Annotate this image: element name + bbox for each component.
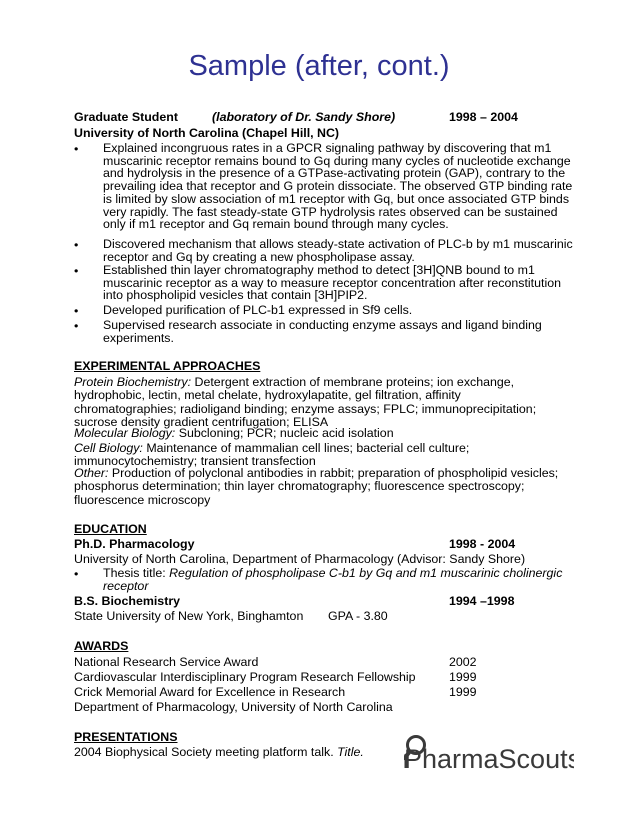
job-bullet-1: Explained incongruous rates in a GPCR signaling pathway by discovering that m1 muscarinic receptor remains bound to Gq during many cycles of nucleotide exchange and hydrolysis in the presence of a GTPase-activating protein (GAP), contrary to the prevailing idea that receptor and G protein dissociate. The observed GTP binding rate is limited by slow association of m1 receptor with Gq, but once associated GTP binds very rapidly. The fast steady-state GTP hydrolysis rates observed can be sustained only if m1 receptor and Gq remain bound through many cycles.: [103, 141, 573, 232]
bullet-icon: •: [74, 304, 79, 318]
approach-protein: [74, 376, 562, 430]
phd-school: University of North Carolina, Department of Pharmacology (Advisor: Sandy Shore): [74, 552, 526, 566]
logo-text: PharmaScouts: [404, 744, 574, 774]
approaches-heading: EXPERIMENTAL APPROACHES: [74, 359, 261, 373]
approach-text: Maintenance of mammalian cell lines; bacterial cell culture; immunocytochemistry; transient transfection: [74, 441, 470, 469]
award-year: 2002: [449, 655, 477, 669]
awards-heading: AWARDS: [74, 639, 129, 653]
presentation-title: Title.: [337, 745, 364, 759]
bs-dates: 1994 –1998: [449, 594, 515, 608]
thesis-label: Thesis title:: [103, 566, 170, 580]
job-institution: University of North Carolina (Chapel Hill, NC): [74, 126, 340, 140]
approach-other: [74, 467, 562, 507]
education-heading: EDUCATION: [74, 522, 147, 536]
approach-label: Molecular Biology:: [74, 426, 176, 440]
award-name: National Research Service Award: [74, 655, 259, 669]
approach-label: Cell Biology:: [74, 441, 143, 455]
thesis-title: Regulation of phospholipase C-b1 by Gq and m1 muscarinic cholinergic receptor: [103, 566, 563, 593]
phd-dates: 1998 - 2004: [449, 537, 516, 551]
approach-label: Protein Biochemistry:: [74, 375, 192, 389]
pharmascouts-logo: [404, 732, 574, 776]
phd-degree: Ph.D. Pharmacology: [74, 537, 195, 551]
bullet-icon: •: [74, 142, 79, 156]
job-bullet-5: Supervised research associate in conducting enzyme assays and ligand binding experiments.: [103, 318, 542, 345]
page-title: Sample (after, cont.): [188, 50, 450, 82]
approach-molecular: [74, 427, 562, 440]
award-name: Cardiovascular Interdisciplinary Program Research Fellowship: [74, 670, 416, 684]
presentation-item: [74, 745, 364, 759]
bullet-icon: •: [74, 567, 79, 581]
award-name: Crick Memorial Award for Excellence in Research: [74, 685, 346, 699]
bs-school: State University of New York, Binghamton: [74, 609, 304, 623]
thesis: [103, 567, 573, 592]
job-lab: (laboratory of Dr. Sandy Shore): [212, 110, 396, 124]
award-year: 1999: [449, 670, 477, 684]
approach-cell: [74, 442, 562, 469]
approach-text: Subcloning; PCR; nucleic acid isolation: [175, 426, 394, 440]
job-bullet-4: Developed purification of PLC-b1 expressed in Sf9 cells.: [103, 303, 413, 317]
bs-degree: B.S. Biochemistry: [74, 594, 181, 608]
job-dates: 1998 – 2004: [449, 110, 518, 124]
award-name: Department of Pharmacology, University of North Carolina: [74, 700, 393, 714]
bs-gpa: GPA - 3.80: [328, 609, 388, 623]
bullet-icon: •: [74, 319, 79, 333]
job-position: Graduate Student: [74, 110, 178, 124]
job-bullet-3: Established thin layer chromatography method to detect [3H]QNB bound to m1 muscarinic receptor as a way to measure receptor concentration after reconstitution into phospholipid vesicles that contain [3H]PIP2.: [103, 263, 561, 303]
magnifier-icon: [404, 732, 574, 776]
bullet-icon: •: [74, 264, 79, 278]
approach-text: Production of polyclonal antibodies in rabbit; preparation of phospholipid vesicles; phosphorus determination; thin layer chromatography; fluorescence spectroscopy; fluorescence microscopy: [74, 466, 559, 507]
job-bullet-2: Discovered mechanism that allows steady-state activation of PLC-b by m1 muscarinic receptor and Gq by creating a new phospholipase assay.: [103, 237, 573, 264]
approach-label: Other:: [74, 466, 109, 480]
bullet-icon: •: [74, 238, 79, 252]
presentation-text: 2004 Biophysical Society meeting platform talk.: [74, 745, 338, 759]
award-year: 1999: [449, 685, 477, 699]
presentations-heading: PRESENTATIONS: [74, 730, 178, 744]
approach-text: Detergent extraction of membrane proteins; ion exchange, hydrophobic, lectin, metal chelate, hydroxylapatite, gel filtration, affinity chromatographies; radioligand binding; enzyme assays; FPLC; immunoprecipitation; sucrose density gradient centrifugation; ELISA: [74, 375, 537, 430]
